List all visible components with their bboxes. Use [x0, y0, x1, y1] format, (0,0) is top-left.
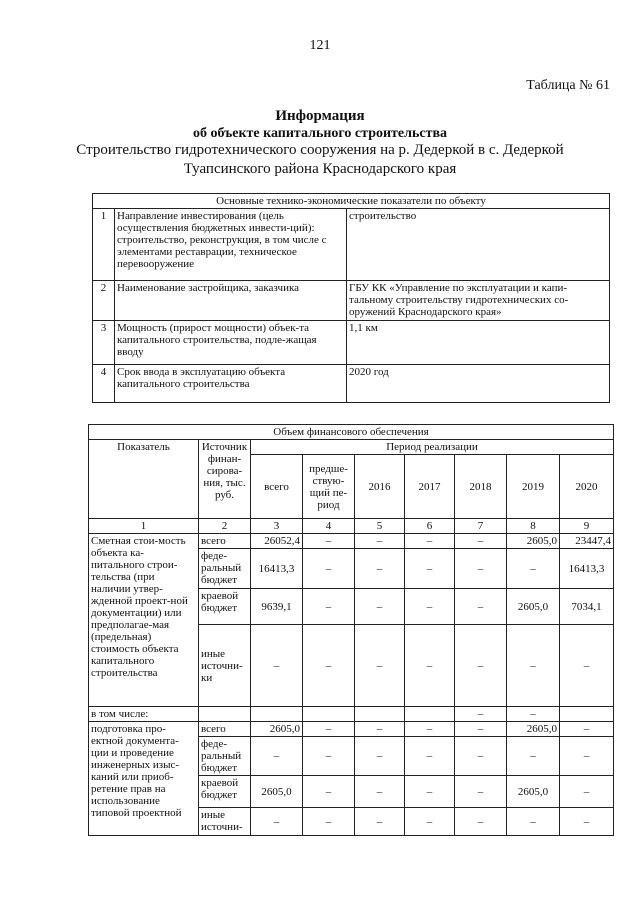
table-row: 1 Направление инвестирования (цель осуществления бюджетных инвести-ций): строительство, реконструкция, в том числе с элементами реставрации, техническое перевооружение строительство: [93, 209, 610, 281]
table-row: феде-ральный бюджет – – – – – – –: [89, 737, 614, 776]
table-row: иные источни-ки – – – – – – –: [89, 625, 614, 707]
indicators-header: Основные технико-экономические показатели по объекту: [93, 194, 610, 209]
section2-label: подготовка про-ектной документа-ции и проведение инженерных изыс-каний или приоб-ретение прав на использование типовой проектной: [89, 722, 199, 836]
table-row: краевой бюджет 9639,1 – – – – 2605,0 7034,1: [89, 589, 614, 625]
table-row: краевой бюджет 2605,0 – – – – 2605,0 –: [89, 776, 614, 808]
finance-table: Объем финансового обеспечения Показатель Источник финан-сирова-ния, тыс. руб. Период реализации всего предше-ствую-щий пе-риод 2016 2017 2018 2019 2020 1 2 3 4 5 6 7 8 9 Сметная стои-мость объекта ка-питального строи-тельства (при наличии утвер-жденной проект-ной документации) или предполагае-мая (предельная) стоимость объекта капитального строительства всего 26052,4 – – – – 2605,0 23447,4 феде-ральный бюджет 16413,3 – – – – – 16413,3 краевой бюджет 9639,1 – – – – 2605,0 7034,1 иные источни-ки – – – – – – – в том числе: – – подготовка про-ектной документа-ции и проведение инженерных изыс-каний или приоб-ретение прав на использование типовой проектной всего 2605,0 – – – – 2605,0 – феде-ральный бюджет – – – – – – – краевой бюджет 2605,0 – – – – 2605,0 – иные источни- – – – – – – –: [88, 424, 614, 836]
doc-subtitle: Строительство гидротехнического сооружения на р. Дедеркой в с. Дедеркой: [76, 142, 564, 158]
col-indicator: Показатель: [89, 440, 199, 519]
table-row: подготовка про-ектной документа-ции и проведение инженерных изыс-каний или приоб-ретение прав на использование типовой проектной всего 2605,0 – – – – 2605,0 –: [89, 722, 614, 737]
col-period: Период реализации: [251, 440, 614, 455]
indicators-table: [92, 193, 610, 403]
col-source: Источник финан-сирова-ния, тыс. руб.: [199, 440, 251, 519]
finance-header: Объем финансового обеспечения: [89, 425, 614, 440]
section1-label: Сметная стои-мость объекта ка-питального строи-тельства (при наличии утвер-жденной проект-ной документации) или предполагае-мая (предельная) стоимость объекта капитального строительства: [89, 534, 199, 707]
table-row: в том числе: – –: [89, 707, 614, 722]
table-row: феде-ральный бюджет 16413,3 – – – – – 16413,3: [89, 549, 614, 589]
page-number: 121: [309, 38, 331, 53]
doc-title-line2: об объекте капитального строительства: [192, 126, 448, 141]
table-row: 3 Мощность (прирост мощности) объек-та капитального строительства, подле-жащая вводу 1,1 км: [93, 321, 610, 365]
table-row: иные источни- – – – – – – –: [89, 808, 614, 836]
table-row: 4 Срок ввода в эксплуатацию объекта капитального строительства 2020 год: [93, 365, 610, 403]
table-row: 2 Наименование застройщика, заказчика ГБУ КК «Управление по эксплуатации и капи-тальному строительству гидротехнических со-оружений Краснодарского края»: [93, 281, 610, 321]
doc-title: Информация: [275, 108, 365, 124]
table-row: Сметная стои-мость объекта ка-питального строи-тельства (при наличии утвер-жденной проект-ной документации) или предполагае-мая (предельная) стоимость объекта капитального строительства всего 26052,4 – – – – 2605,0 23447,4: [89, 534, 614, 549]
table-number: Таблица № 61: [526, 78, 610, 93]
doc-subtitle-line2: Туапсинского района Краснодарского края: [183, 161, 457, 177]
column-numbers-row: 1 2 3 4 5 6 7 8 9: [89, 519, 614, 534]
including-label: в том числе:: [89, 707, 199, 722]
